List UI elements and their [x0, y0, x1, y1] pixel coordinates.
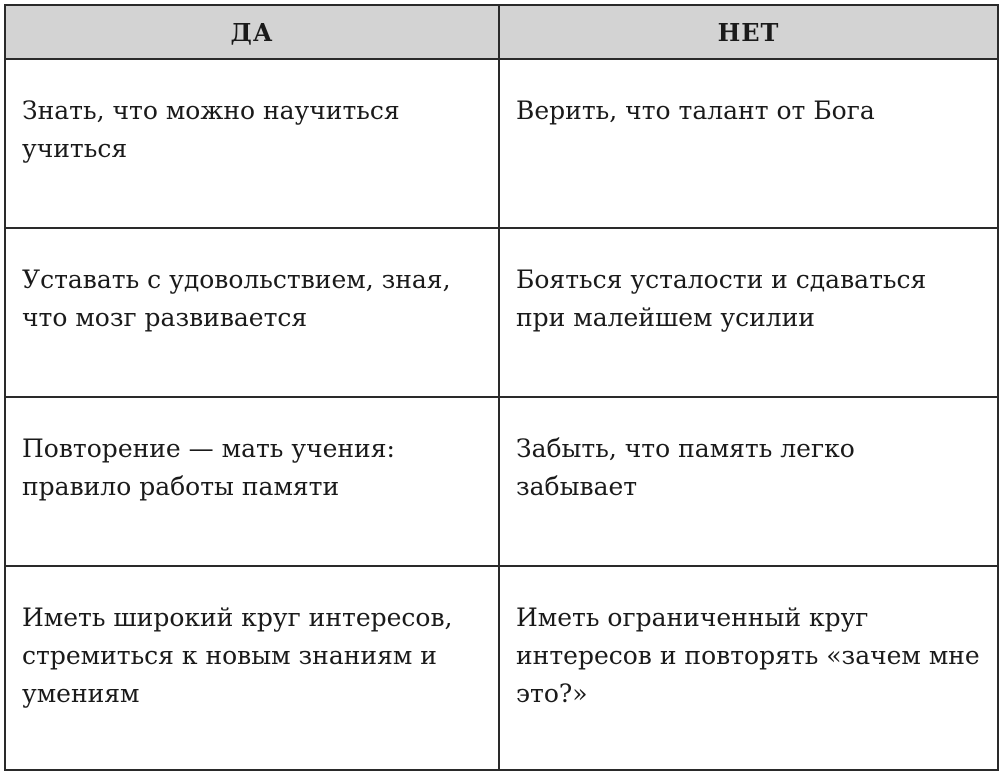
table-row: [5, 59, 998, 228]
header-yes: ДА: [5, 5, 499, 59]
comparison-table: [4, 4, 999, 771]
cell-yes: Уставать с удовольствием, зная, что мозг развивается: [5, 228, 499, 397]
cell-no: Верить, что талант от Бога: [499, 59, 998, 228]
header-row: [5, 5, 998, 59]
cell-no: Иметь ограниченный круг интересов и повторять «зачем мне это?»: [499, 566, 998, 770]
cell-yes: Иметь широкий круг интересов, стремиться к новым знаниям и умениям: [5, 566, 499, 770]
cell-yes: Знать, что можно научиться учиться: [5, 59, 499, 228]
header-no: НЕТ: [499, 5, 998, 59]
table-row: [5, 397, 998, 566]
cell-no: Бояться усталости и сдаваться при малейшем усилии: [499, 228, 998, 397]
cell-no: Забыть, что память легко забывает: [499, 397, 998, 566]
table-row: [5, 228, 998, 397]
cell-yes: Повторение — мать учения: правило работы памяти: [5, 397, 499, 566]
table-row: [5, 566, 998, 770]
